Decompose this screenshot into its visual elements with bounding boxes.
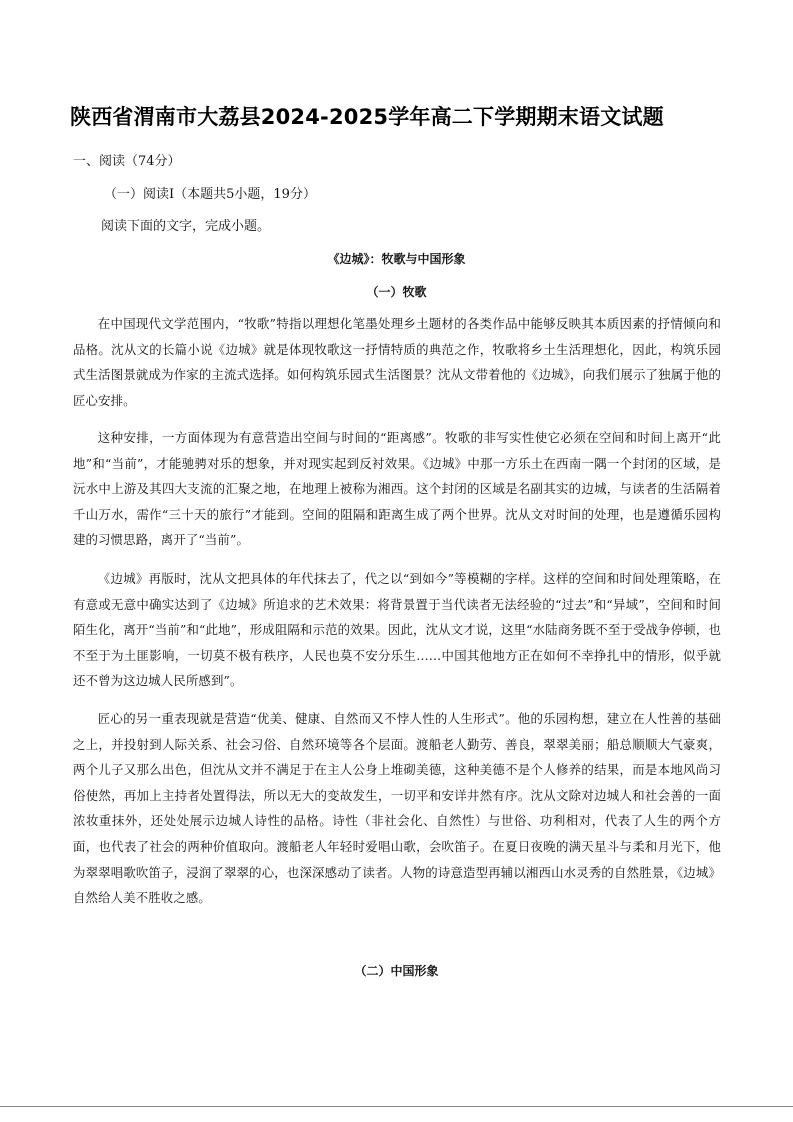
article-title: 《边城》：牧歌与中国形象 (327, 252, 466, 266)
reading-instruction: 阅读下面的文字，完成小题。 (101, 219, 271, 234)
article-paragraph: 在中国现代文学范围内，“牧歌”特指以理想化笔墨处理乡土题材的各类作品中能够反映其本质因素的抒情倾向和品格。沈从文的长篇小说《边城》就是体现牧歌这一抒情特质的典范之作，牧歌将乡土生活理想化，因此，构筑乐园式生活图景就成为作家的主流式选择。如何构筑乐园式生活图景？沈从文带着他的《边城》，向我们展示了独属于他的匠心安排。 (73, 316, 721, 408)
section-heading: 一、阅读（74分） (73, 154, 181, 169)
article-paragraph: 匠心的另一重表现就是营造“优美、健康、自然而又不悖人性的人生形式”。他的乐园构想，建立在人性善的基础之上，并投射到人际关系、社会习俗、自然环境等各个层面。渡船老人勤劳、善良，翠翠美丽；船总顺顺大气豪爽，两个儿子又那么出色，但沈从文并不满足于在主人公身上堆砌美德，这种美德不是个人修养的结果，而是本地风尚习俗使然，再加上主持者处置得法，所以无大的变故发生，一切平和安详井然有序。沈从文除对边城人和社会善的一面浓妆重抹外，还处处展示边城人诗性的品格。诗性（非社会化、自然性）与世俗、功利相对，代表了人生的两个方面，也代表了社会的两种价值取向。渡船老人年轻时爱唱山歌，会吹笛子。在夏日夜晚的满天星斗与柔和月光下，他为翠翠唱歌吹笛子，浸润了翠翠的心，也深深感动了读者。人物的诗意造型再辅以湘西山水灵秀的自然胜景，《边城》自然给人美不胜收之感。 (73, 711, 721, 906)
part-heading-china-image: （二）中国形象 (354, 964, 439, 978)
article-paragraph: 这种安排，一方面体现为有意营造出空间与时间的“距离感”。牧歌的非写实性使它必须在空间和时间上离开“此地”和“当前”，才能驰骋对乐的想象，并对现实起到反衬效果。《边城》中那一方乐土在西南一隅一个封闭的区域，是沅水中上游及其四大支流的汇聚之地，在地理上被称为湘西。这个封闭的区域是名副其实的边城，与读者的生活隔着千山万水，需作“三十天的旅行”才能到。空间的阻隔和距离生成了两个世界。沈从文对时间的处理，也是遵循乐园构建的习惯思路，离开了“当前”。 (73, 430, 721, 548)
article-paragraph: 《边城》再版时，沈从文把具体的年代抹去了，代之以“到如今”等模糊的字样。这样的空间和时间处理策略，在有意或无意中确实达到了《边城》所追求的艺术效果：将背景置于当代读者无法经验的“过去”和“异域”，空间和时间陌生化，离开“当前”和“此地”，形成阻隔和示范的效果。因此，沈从文才说，这里“水陆商务既不至于受战争停顿，也不至于为土匪影响，一切莫不极有秩序，人民也莫不安分乐生……中国其他地方正在如何不幸挣扎中的情形，似乎就还不曾为这边城人民所感到”。 (73, 571, 721, 689)
page-bottom-divider (0, 1106, 793, 1107)
subsection-heading: （一）阅读Ⅰ（本题共5小题，19分） (104, 187, 316, 202)
document-title: 陕西省渭南市大荔县2024-2025学年高二下学期期末语文试题 (70, 105, 664, 129)
part-heading-pastoral: （一）牧歌 (366, 285, 427, 299)
